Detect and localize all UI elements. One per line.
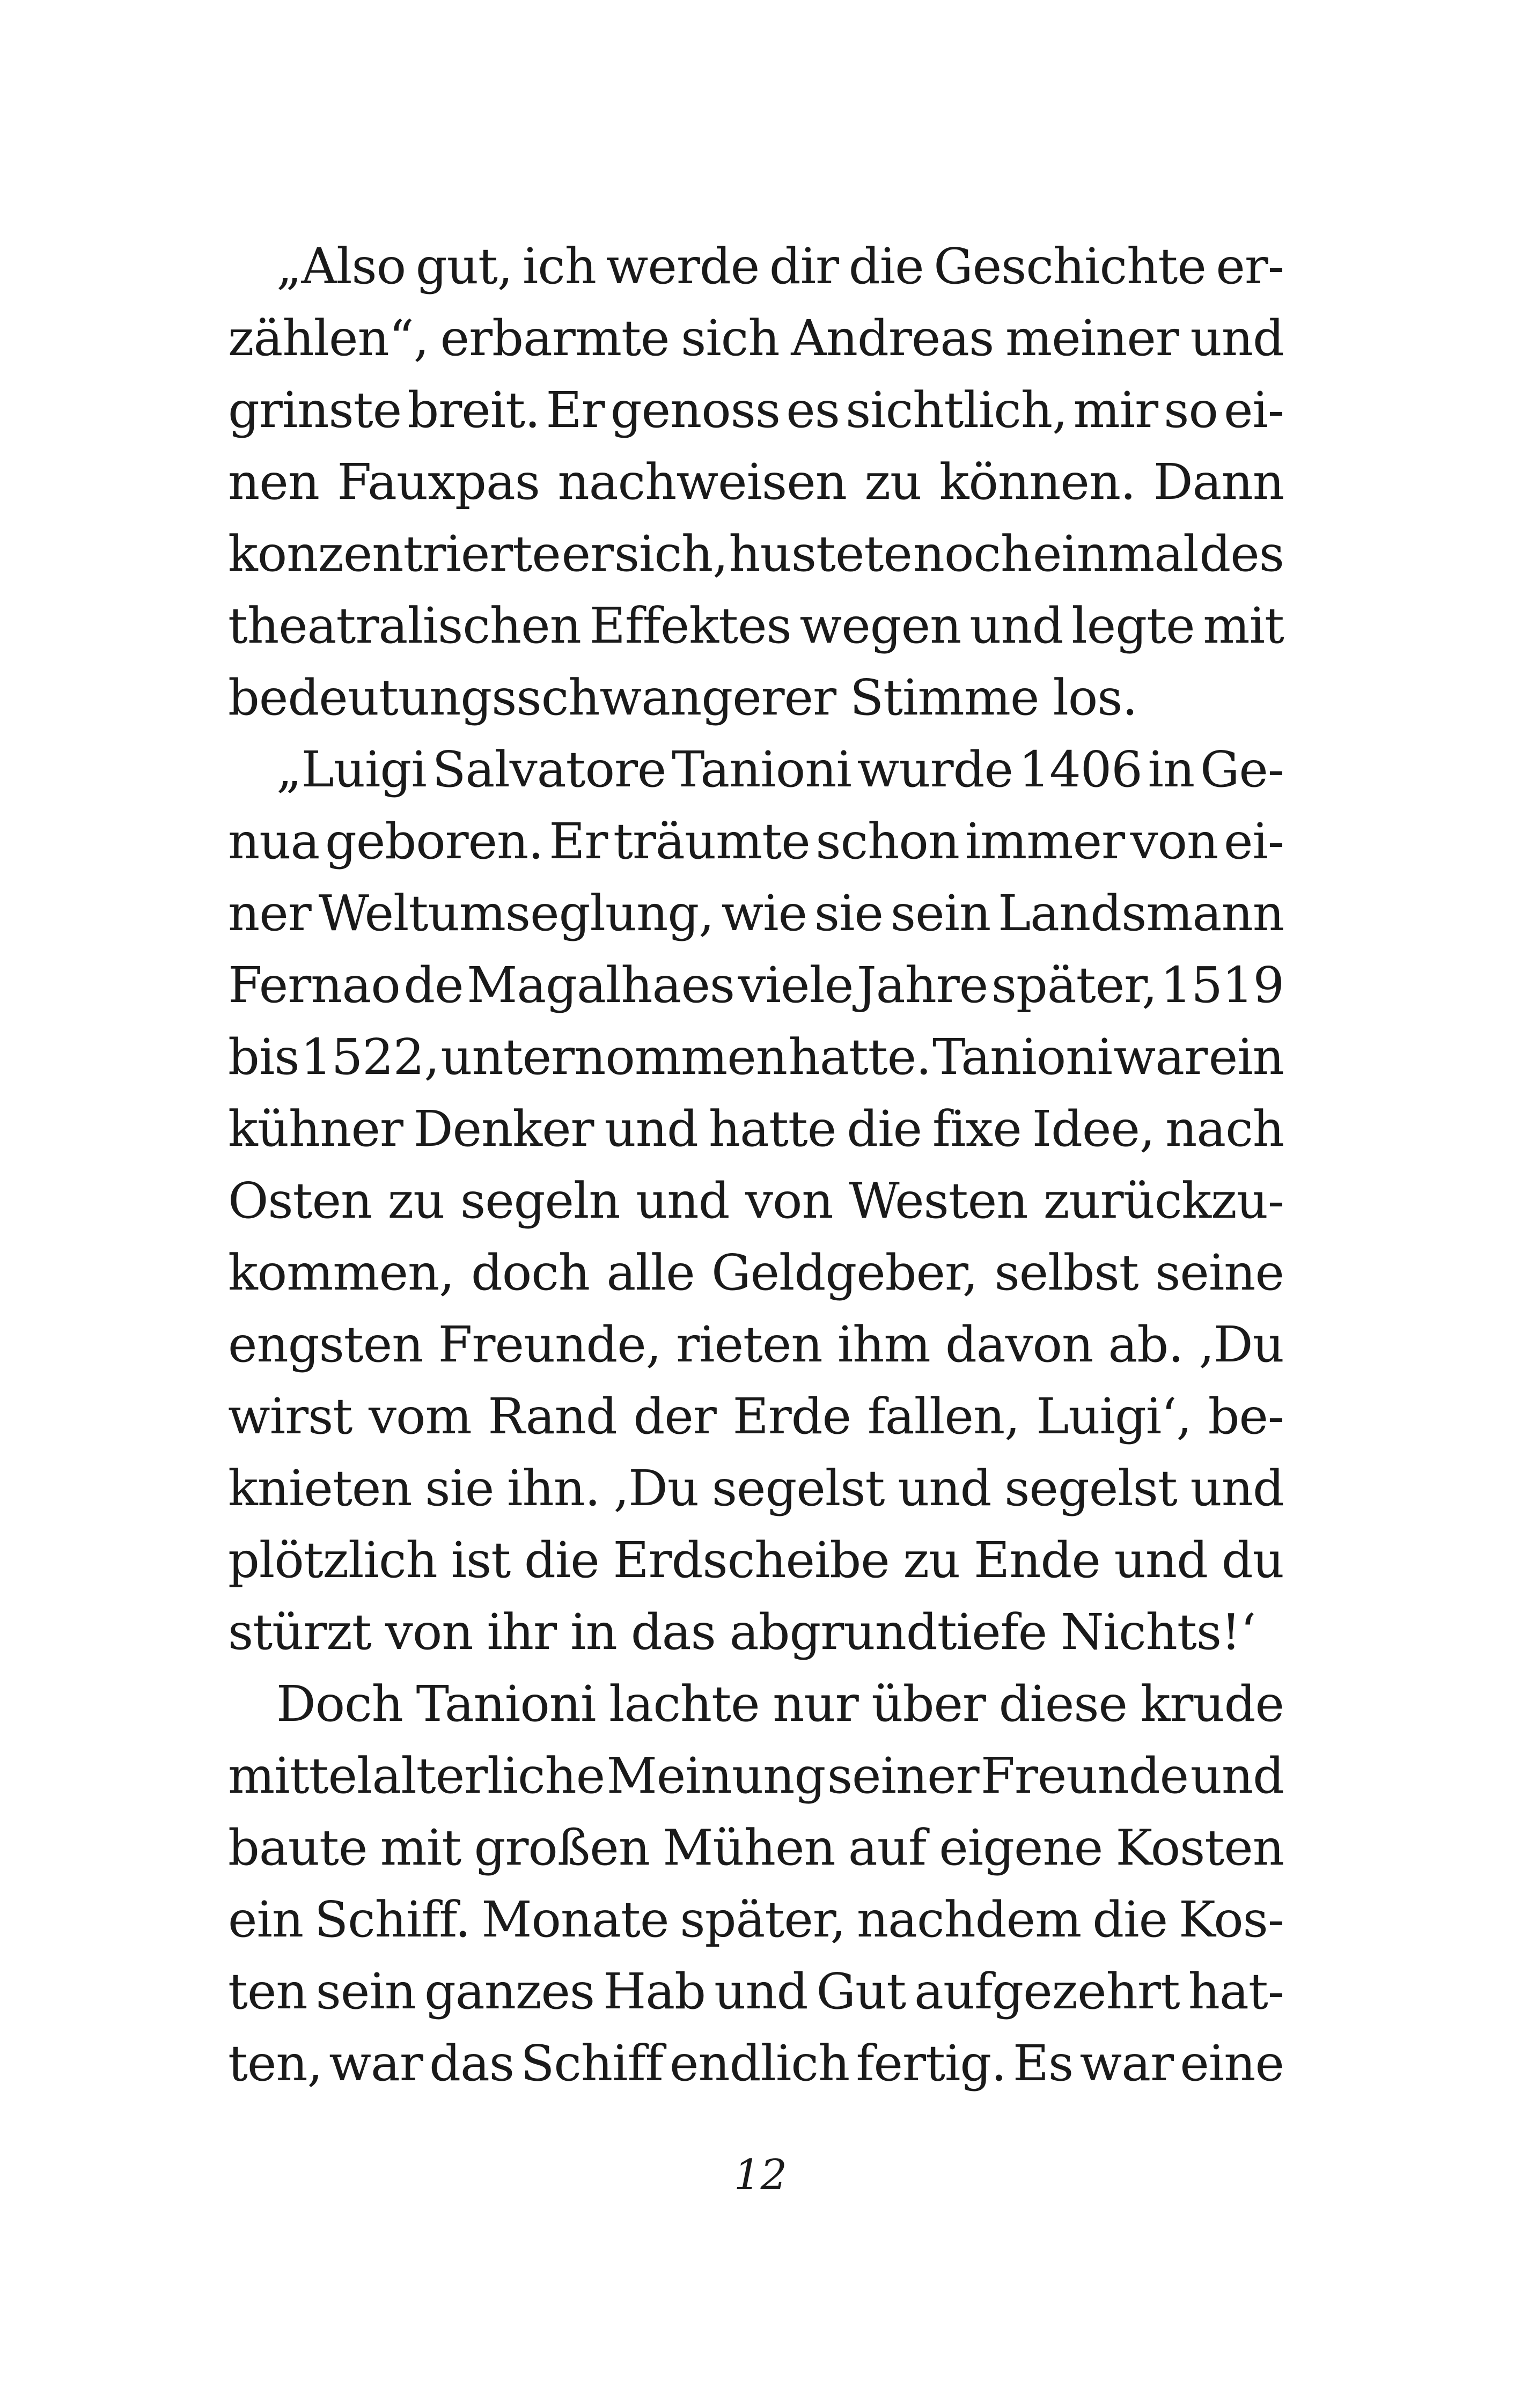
text-line: baute mit großen Mühen auf eigene Kosten [228,1819,1284,1876]
page-number: 12 [733,2151,788,2199]
text-line: nen Fauxpas nachweisen zu können. Dann [228,453,1284,511]
text-line: grinste breit. Er genoss es sichtlich, mir so ei- [228,381,1284,439]
text-line: Doch Tanioni lachte nur über diese krude [276,1675,1284,1733]
text-line: engsten Freunde, rieten ihm davon ab. ‚Du [228,1316,1284,1373]
text-line: kommen, doch alle Geldgeber, selbst seine [228,1244,1284,1301]
text-line: ner Weltumseglung, wie sie sein Landsmann [228,885,1284,942]
text-line: zählen“, erbarmte sich Andreas meiner und [228,310,1284,367]
book-page-text [228,231,1284,2100]
text-line: nua geboren. Er träumte schon immer von ei- [228,813,1284,870]
text-line: wirst vom Rand der Erde fallen, Luigi‘, be- [228,1388,1284,1445]
paragraph [228,1668,1284,2100]
text-line: ten sein ganzes Hab und Gut aufgezehrt hat- [228,1963,1284,2020]
text-line: bedeutungsschwangerer Stimme los. [228,669,1137,726]
text-line: Fernao de Magalhaes viele Jahre später, 1519 [228,956,1284,1014]
text-line: bis 1522, unternommen hatte. Tanioni war ein [228,1028,1284,1086]
text-line: „Also gut, ich werde dir die Geschichte er- [276,238,1284,295]
text-line: ein Schiff. Monate später, nachdem die Kos- [228,1891,1284,1948]
paragraph [228,231,1284,734]
text-line: stürzt von ihr in das abgrundtiefe Nichts!‘ [228,1603,1256,1661]
text-line: kühner Denker und hatte die fixe Idee, nach [228,1100,1284,1158]
text-line: plötzlich ist die Erdscheibe zu Ende und du [228,1531,1284,1589]
text-line: konzentrierte er sich, hustete noch einmal des [228,525,1284,583]
text-line: theatralischen Effektes wegen und legte mit [228,597,1284,654]
text-line: Osten zu segeln und von Westen zurückzu- [228,1172,1284,1229]
text-line: ten, war das Schiff endlich fertig. Es war eine [228,2035,1284,2092]
text-line: knieten sie ihn. ‚Du segelst und segelst und [228,1460,1284,1517]
text-line: „Luigi Salvatore Tanioni wurde 1406 in Ge- [276,741,1284,798]
text-line: mittelalterliche Meinung seiner Freunde und [228,1747,1284,1805]
paragraph [228,734,1284,1668]
